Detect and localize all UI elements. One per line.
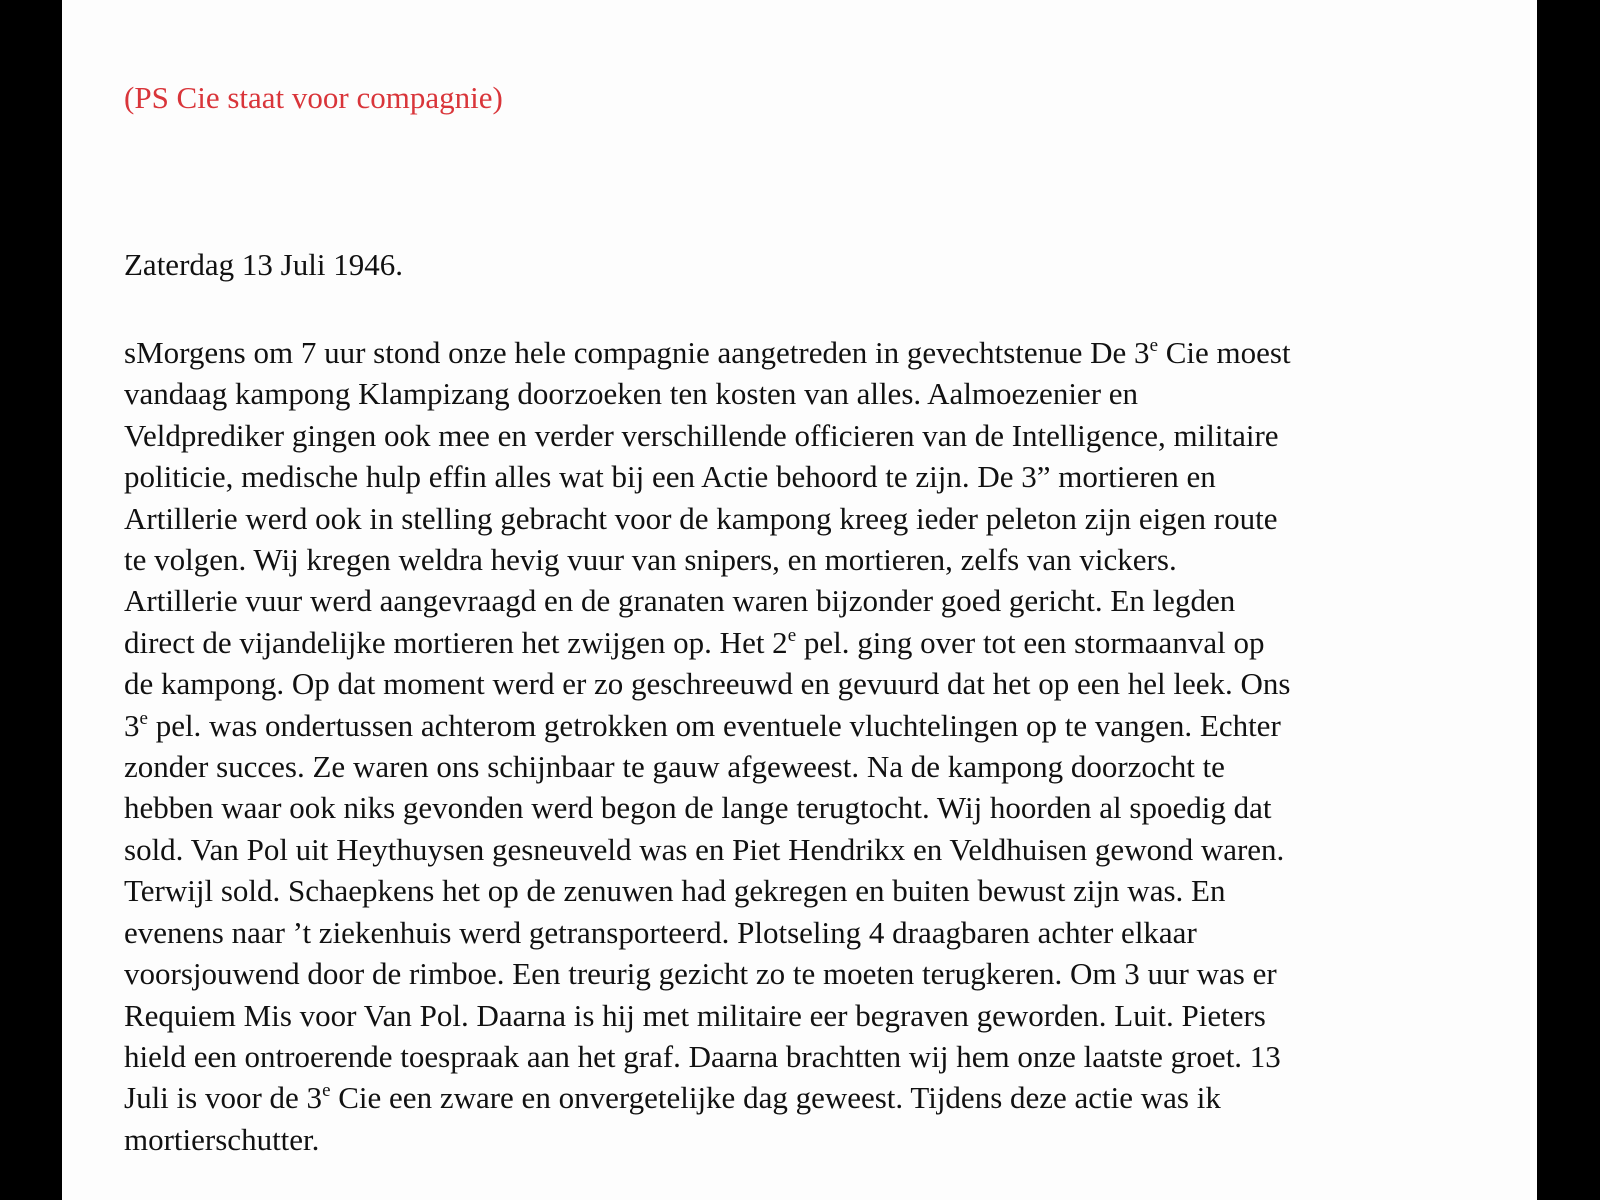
body-line — [124, 456, 1524, 497]
body-line — [124, 373, 1524, 414]
line-text: sold. Van Pol uit Heythuysen gesneuveld was en Piet Hendrikx en Veldhuisen gewond waren. — [124, 831, 1285, 867]
ordinal-superscript: e — [787, 624, 797, 646]
ordinal-superscript: e — [139, 707, 148, 729]
line-text: sMorgens om 7 uur stond onze hele compagnie aangetreden in gevechtstenue De 3 — [124, 335, 1150, 370]
body-line — [124, 498, 1524, 539]
line-text: vandaag kampong Klampizang doorzoeken ten kosten van alles. Aalmoezenier en — [124, 376, 1139, 412]
line-text: mortierschutter. — [124, 1121, 320, 1157]
body-line — [124, 870, 1524, 911]
body-line — [124, 746, 1524, 787]
line-text: Cie moest — [1158, 335, 1291, 370]
line-text: direct de vijandelijke mortieren het zwijgen op. Het 2 — [124, 624, 788, 660]
line-text: zonder succes. Ze waren ons schijnbaar te gauw afgeweest. Na de kampong doorzocht te — [124, 749, 1225, 785]
body-line — [124, 1036, 1524, 1077]
line-text: Cie een zware en onvergetelijke dag geweest. Tijdens deze actie was ik — [330, 1080, 1221, 1116]
ps-note: (PS Cie staat voor compagnie) — [124, 80, 503, 115]
body-line — [124, 332, 1524, 373]
body-line — [124, 829, 1524, 870]
line-text: Artillerie vuur werd aangevraagd en de granaten waren bijzonder goed gericht. En legden — [124, 583, 1236, 619]
line-text: Veldprediker gingen ook mee en verder verschillende officieren van de Intelligence, militaire — [124, 417, 1279, 453]
body-line — [124, 995, 1524, 1036]
body-line — [124, 953, 1524, 994]
line-text: politicie, medische hulp effin alles wat bij een Actie behoord te zijn. De 3” mortieren en — [124, 459, 1216, 495]
line-text: de kampong. Op dat moment werd er zo geschreeuwd en gevuurd dat het op een hel leek. Ons — [124, 666, 1291, 702]
line-text: pel. ging over tot een stormaanval op — [796, 624, 1265, 660]
ordinal-superscript: e — [322, 1080, 331, 1102]
body-line — [124, 787, 1524, 828]
line-text: evenens naar ’t ziekenhuis werd getransporteerd. Plotseling 4 draagbaren achter elkaar — [124, 914, 1197, 950]
line-text: Juli is voor de 3 — [124, 1080, 323, 1116]
body-line — [124, 539, 1524, 580]
body-line — [124, 1077, 1524, 1118]
line-text: hebben waar ook niks gevonden werd begon de lange terugtocht. Wij hoorden al spoedig dat — [124, 790, 1272, 826]
body-line — [124, 1119, 1524, 1160]
body-line — [124, 580, 1524, 621]
diary-body — [124, 332, 1524, 1160]
line-text: Terwijl sold. Schaepkens het op de zenuwen had gekregen en buiten bewust zijn was. En — [124, 873, 1226, 909]
line-text: pel. was ondertussen achterom getrokken om eventuele vluchtelingen op te vangen. Echter — [147, 707, 1281, 743]
line-text: Requiem Mis voor Van Pol. Daarna is hij met militaire eer begraven geworden. Luit. Pieters — [124, 997, 1266, 1033]
body-line — [124, 912, 1524, 953]
line-text: te volgen. Wij kregen weldra hevig vuur van snipers, en mortieren, zelfs van vickers. — [124, 542, 1177, 578]
line-text: Artillerie werd ook in stelling gebracht voor de kampong kreeg ieder peleton zijn eigen route — [124, 500, 1278, 536]
ordinal-superscript: e — [1149, 335, 1158, 356]
scanned-page — [62, 0, 1537, 1200]
line-text: 3 — [124, 707, 140, 743]
body-line — [124, 663, 1524, 704]
body-line — [124, 622, 1524, 663]
line-text: voorsjouwend door de rimboe. Een treurig gezicht zo te moeten terugkeren. Om 3 uur was er — [124, 956, 1277, 992]
line-text: hield een ontroerende toespraak aan het graf. Daarna brachtten wij hem onze laatste groet. 13 — [124, 1038, 1281, 1074]
body-line — [124, 415, 1524, 456]
date-heading: Zaterdag 13 Juli 1946. — [124, 247, 403, 282]
body-line — [124, 705, 1524, 746]
